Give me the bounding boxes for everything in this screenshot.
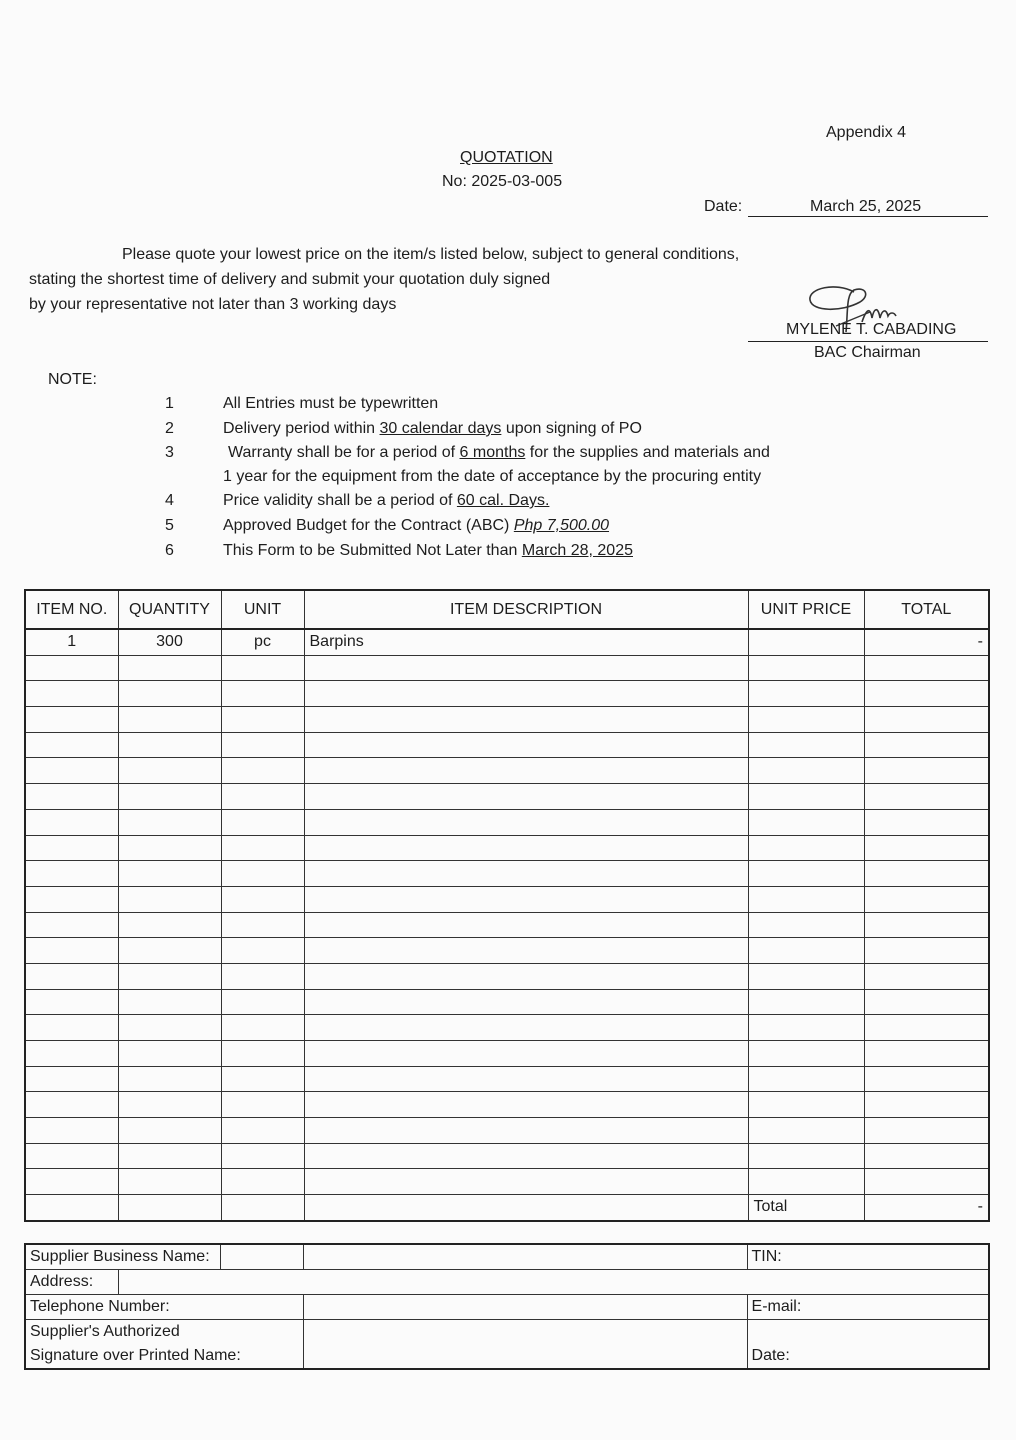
table-header-row xyxy=(25,590,989,629)
supplier-row-address xyxy=(25,1270,989,1295)
items-table-body xyxy=(25,629,989,1195)
note-number: 3 xyxy=(165,444,174,461)
signature-field[interactable] xyxy=(303,1320,747,1345)
cell-unit-price[interactable] xyxy=(748,835,864,861)
cell-unit-price[interactable] xyxy=(748,1041,864,1067)
total-label: Total xyxy=(748,1195,864,1221)
email-label: E-mail: xyxy=(747,1295,989,1320)
table-row xyxy=(25,758,989,784)
submission-deadline-value: March 28, 2025 xyxy=(521,542,633,559)
cell-item-description[interactable] xyxy=(304,912,748,938)
table-row xyxy=(25,681,989,707)
quotation-number xyxy=(442,173,562,191)
cell-total[interactable] xyxy=(864,938,989,964)
cell-item-no[interactable] xyxy=(25,938,118,964)
note-label: NOTE: xyxy=(48,371,97,388)
cell-unit: pc xyxy=(221,629,304,655)
cell-empty xyxy=(304,1195,748,1221)
cell-unit-price[interactable] xyxy=(748,629,864,655)
cell-unit[interactable] xyxy=(221,1092,304,1118)
cell-unit-price[interactable] xyxy=(748,912,864,938)
note-text-5-pre: Approved Budget for the Contract (ABC) xyxy=(223,517,510,534)
note-text-2 xyxy=(223,420,642,438)
note-text-4 xyxy=(223,492,549,510)
cell-unit[interactable] xyxy=(221,963,304,989)
price-validity-value: 60 cal. Days. xyxy=(456,492,550,509)
cell-item-no[interactable] xyxy=(25,1118,118,1144)
cell-total[interactable] xyxy=(864,681,989,707)
cell-empty xyxy=(118,1195,221,1221)
total-row xyxy=(25,1195,989,1221)
cell-empty xyxy=(25,1195,118,1221)
cell-quantity[interactable] xyxy=(118,1041,221,1067)
cell-unit-price[interactable] xyxy=(748,732,864,758)
signatory-name: MYLENE T. CABADING xyxy=(786,321,957,338)
cell-unit-price[interactable] xyxy=(748,1066,864,1092)
cell-empty xyxy=(221,1195,304,1221)
table-row xyxy=(25,938,989,964)
cell-quantity[interactable] xyxy=(118,963,221,989)
cell-total[interactable] xyxy=(864,1169,989,1195)
cell-unit[interactable] xyxy=(221,835,304,861)
cell-item-description[interactable] xyxy=(304,1066,748,1092)
cell-quantity[interactable] xyxy=(118,655,221,681)
cell-total: - xyxy=(864,629,989,655)
cell-item-no[interactable] xyxy=(25,1143,118,1169)
cell-unit[interactable] xyxy=(221,681,304,707)
signature-label: Signature over Printed Name: xyxy=(25,1344,303,1369)
cell-total[interactable] xyxy=(864,1041,989,1067)
cell-item-no[interactable] xyxy=(25,1092,118,1118)
cell-unit[interactable] xyxy=(221,1169,304,1195)
cell-unit[interactable] xyxy=(221,886,304,912)
intro-line-1: Please quote your lowest price on the item/s listed below, subject to general conditions, xyxy=(122,246,740,263)
table-row xyxy=(25,886,989,912)
cell-item-no[interactable] xyxy=(25,681,118,707)
table-row xyxy=(25,1169,989,1195)
table-row xyxy=(25,1041,989,1067)
warranty-period-value: 6 months xyxy=(459,444,526,461)
cell-total[interactable] xyxy=(864,1143,989,1169)
cell-quantity[interactable] xyxy=(118,732,221,758)
cell-item-description[interactable] xyxy=(304,938,748,964)
table-row xyxy=(25,1066,989,1092)
cell-unit-price[interactable] xyxy=(748,1169,864,1195)
cell-item-no: 1 xyxy=(25,629,118,655)
cell-total[interactable] xyxy=(864,809,989,835)
note-text-1: All Entries must be typewritten xyxy=(223,395,439,412)
cell-unit-price[interactable] xyxy=(748,861,864,887)
cell-unit-price[interactable] xyxy=(748,938,864,964)
table-row xyxy=(25,1118,989,1144)
supplier-business-name-label: Supplier Business Name: xyxy=(25,1244,220,1270)
cell-item-description[interactable] xyxy=(304,835,748,861)
cell-unit[interactable] xyxy=(221,861,304,887)
cell-total[interactable] xyxy=(864,1015,989,1041)
cell-quantity[interactable] xyxy=(118,1143,221,1169)
cell-item-description[interactable] xyxy=(304,1169,748,1195)
date-value: March 25, 2025 xyxy=(810,198,922,215)
cell-item-no[interactable] xyxy=(25,809,118,835)
address-label: Address: xyxy=(25,1270,118,1295)
note-text-5 xyxy=(223,517,609,535)
note-number: 4 xyxy=(165,492,174,509)
cell-item-description[interactable] xyxy=(304,758,748,784)
table-row xyxy=(25,1015,989,1041)
cell-item-description[interactable] xyxy=(304,1118,748,1144)
cell-unit[interactable] xyxy=(221,707,304,733)
cell-unit-price[interactable] xyxy=(748,1118,864,1144)
document-title: QUOTATION xyxy=(460,149,553,166)
supplier-business-name-field[interactable] xyxy=(220,1244,303,1270)
appendix-label: Appendix 4 xyxy=(826,124,907,141)
header-item-description: ITEM DESCRIPTION xyxy=(304,590,748,629)
cell-item-no[interactable] xyxy=(25,886,118,912)
note-text-3-pre: Warranty shall be for a period of xyxy=(228,444,456,461)
cell-item-no[interactable] xyxy=(25,1041,118,1067)
cell-total[interactable] xyxy=(864,886,989,912)
header-unit: UNIT xyxy=(221,590,304,629)
cell-item-no[interactable] xyxy=(25,989,118,1015)
cell-quantity[interactable] xyxy=(118,835,221,861)
note-number: 1 xyxy=(165,395,174,412)
cell-total[interactable] xyxy=(864,1092,989,1118)
cell-quantity[interactable] xyxy=(118,912,221,938)
table-row xyxy=(25,655,989,681)
cell-quantity[interactable] xyxy=(118,758,221,784)
cell-item-description[interactable] xyxy=(304,1041,748,1067)
cell-quantity[interactable] xyxy=(118,681,221,707)
table-row xyxy=(25,989,989,1015)
cell-unit-price[interactable] xyxy=(748,758,864,784)
cell-item-description[interactable] xyxy=(304,732,748,758)
cell-quantity[interactable] xyxy=(118,707,221,733)
intro-line-2: stating the shortest time of delivery and submit your quotation duly signed xyxy=(29,271,551,288)
cell-item-description[interactable] xyxy=(304,1015,748,1041)
note-text-4-pre: Price validity shall be a period of xyxy=(223,492,453,509)
cell-unit-price[interactable] xyxy=(748,886,864,912)
address-field[interactable] xyxy=(118,1270,989,1295)
items-table xyxy=(24,589,990,1222)
cell-total[interactable] xyxy=(864,732,989,758)
intro-line-3: by your representative not later than 3 working days xyxy=(29,296,397,313)
cell-quantity[interactable] xyxy=(118,861,221,887)
table-row xyxy=(25,629,989,655)
note-text-2-pre: Delivery period within xyxy=(223,420,376,437)
cell-quantity[interactable] xyxy=(118,938,221,964)
cell-item-no[interactable] xyxy=(25,963,118,989)
supplier-info-table xyxy=(24,1243,990,1370)
date-underline xyxy=(748,216,988,217)
note-text-6-pre: This Form to be Submitted Not Later than xyxy=(223,542,518,559)
cell-unit-price[interactable] xyxy=(748,1143,864,1169)
cell-unit[interactable] xyxy=(221,758,304,784)
cell-unit[interactable] xyxy=(221,1041,304,1067)
cell-item-description[interactable] xyxy=(304,1143,748,1169)
cell-item-no[interactable] xyxy=(25,861,118,887)
cell-unit[interactable] xyxy=(221,809,304,835)
cell-total[interactable] xyxy=(864,784,989,810)
note-number: 5 xyxy=(165,517,174,534)
cell-item-no[interactable] xyxy=(25,1066,118,1092)
table-row xyxy=(25,1092,989,1118)
cell-quantity[interactable] xyxy=(118,1169,221,1195)
cell-unit[interactable] xyxy=(221,1015,304,1041)
cell-unit-price[interactable] xyxy=(748,963,864,989)
cell-item-description[interactable] xyxy=(304,681,748,707)
cell-unit-price[interactable] xyxy=(748,1092,864,1118)
cell-quantity[interactable] xyxy=(118,784,221,810)
cell-total[interactable] xyxy=(864,655,989,681)
cell-item-description: Barpins xyxy=(304,629,748,655)
cell-item-description[interactable] xyxy=(304,861,748,887)
cell-item-no[interactable] xyxy=(25,732,118,758)
cell-total[interactable] xyxy=(864,1066,989,1092)
cell-unit-price[interactable] xyxy=(748,1015,864,1041)
cell-item-description[interactable] xyxy=(304,655,748,681)
supplier-row-telephone xyxy=(25,1295,989,1320)
header-unit-price: UNIT PRICE xyxy=(748,590,864,629)
table-row xyxy=(25,1143,989,1169)
table-row xyxy=(25,963,989,989)
cell-quantity[interactable] xyxy=(118,1066,221,1092)
cell-quantity[interactable] xyxy=(118,886,221,912)
cell-item-no[interactable] xyxy=(25,707,118,733)
cell-unit[interactable] xyxy=(221,938,304,964)
signature-underline xyxy=(748,341,988,342)
signature-field-bottom[interactable] xyxy=(303,1344,747,1369)
cell-quantity[interactable] xyxy=(118,1118,221,1144)
cell-quantity[interactable] xyxy=(118,1092,221,1118)
cell-total[interactable] xyxy=(864,963,989,989)
supplier-row-business xyxy=(25,1244,989,1270)
table-row xyxy=(25,809,989,835)
cell-unit[interactable] xyxy=(221,1143,304,1169)
header-quantity: QUANTITY xyxy=(118,590,221,629)
cell-item-description[interactable] xyxy=(304,1092,748,1118)
note-text-3-post: for the supplies and materials and xyxy=(529,444,770,461)
cell-item-description[interactable] xyxy=(304,963,748,989)
cell-total[interactable] xyxy=(864,861,989,887)
date-field-top[interactable] xyxy=(747,1320,989,1345)
note-text-3-line-2: 1 year for the equipment from the date of acceptance by the procuring entity xyxy=(223,468,762,485)
cell-item-no[interactable] xyxy=(25,1169,118,1195)
table-row xyxy=(25,912,989,938)
note-number: 2 xyxy=(165,420,174,437)
cell-quantity[interactable] xyxy=(118,809,221,835)
cell-item-no[interactable] xyxy=(25,784,118,810)
signatory-title: BAC Chairman xyxy=(814,344,921,361)
cell-unit[interactable] xyxy=(221,784,304,810)
cell-unit-price[interactable] xyxy=(748,655,864,681)
quotation-number-value: 2025-03-005 xyxy=(471,173,563,190)
cell-unit-price[interactable] xyxy=(748,989,864,1015)
cell-quantity: 300 xyxy=(118,629,221,655)
note-number: 6 xyxy=(165,542,174,559)
note-text-6 xyxy=(223,542,633,560)
supplier-row-signature xyxy=(25,1344,989,1369)
quotation-number-label: No: xyxy=(442,173,467,190)
cell-unit[interactable] xyxy=(221,655,304,681)
cell-item-description[interactable] xyxy=(304,784,748,810)
cell-total[interactable] xyxy=(864,835,989,861)
cell-quantity[interactable] xyxy=(118,989,221,1015)
note-text-2-post: upon signing of PO xyxy=(505,420,642,437)
cell-total[interactable] xyxy=(864,758,989,784)
header-total: TOTAL xyxy=(864,590,989,629)
abc-amount-value: Php 7,500.00 xyxy=(513,517,610,534)
supplier-date-label: Date: xyxy=(747,1344,989,1369)
table-row xyxy=(25,861,989,887)
cell-total[interactable] xyxy=(864,707,989,733)
cell-unit[interactable] xyxy=(221,989,304,1015)
cell-unit-price[interactable] xyxy=(748,784,864,810)
cell-item-no[interactable] xyxy=(25,758,118,784)
telephone-label: Telephone Number: xyxy=(25,1295,303,1320)
cell-total[interactable] xyxy=(864,989,989,1015)
cell-item-no[interactable] xyxy=(25,1015,118,1041)
note-text-3 xyxy=(228,444,770,462)
cell-unit[interactable] xyxy=(221,1066,304,1092)
telephone-field[interactable] xyxy=(303,1295,747,1320)
header-item-no: ITEM NO. xyxy=(25,590,118,629)
authorized-label: Supplier's Authorized xyxy=(25,1320,303,1345)
cell-total[interactable] xyxy=(864,1118,989,1144)
cell-unit-price[interactable] xyxy=(748,707,864,733)
cell-item-description[interactable] xyxy=(304,886,748,912)
delivery-period-value: 30 calendar days xyxy=(379,420,502,437)
supplier-business-name-field-ext[interactable] xyxy=(303,1244,747,1270)
table-row xyxy=(25,732,989,758)
cell-item-no[interactable] xyxy=(25,912,118,938)
cell-unit-price[interactable] xyxy=(748,809,864,835)
table-row xyxy=(25,784,989,810)
cell-unit[interactable] xyxy=(221,1118,304,1144)
table-row xyxy=(25,707,989,733)
tin-label: TIN: xyxy=(747,1244,989,1270)
table-row xyxy=(25,835,989,861)
supplier-row-authorized xyxy=(25,1320,989,1345)
cell-item-no[interactable] xyxy=(25,655,118,681)
cell-item-description[interactable] xyxy=(304,809,748,835)
cell-quantity[interactable] xyxy=(118,1015,221,1041)
cell-total[interactable] xyxy=(864,912,989,938)
cell-unit[interactable] xyxy=(221,912,304,938)
date-label: Date: xyxy=(704,198,743,215)
cell-unit-price[interactable] xyxy=(748,681,864,707)
cell-item-description[interactable] xyxy=(304,707,748,733)
cell-item-no[interactable] xyxy=(25,835,118,861)
grand-total-value: - xyxy=(864,1195,989,1221)
cell-unit[interactable] xyxy=(221,732,304,758)
cell-item-description[interactable] xyxy=(304,989,748,1015)
